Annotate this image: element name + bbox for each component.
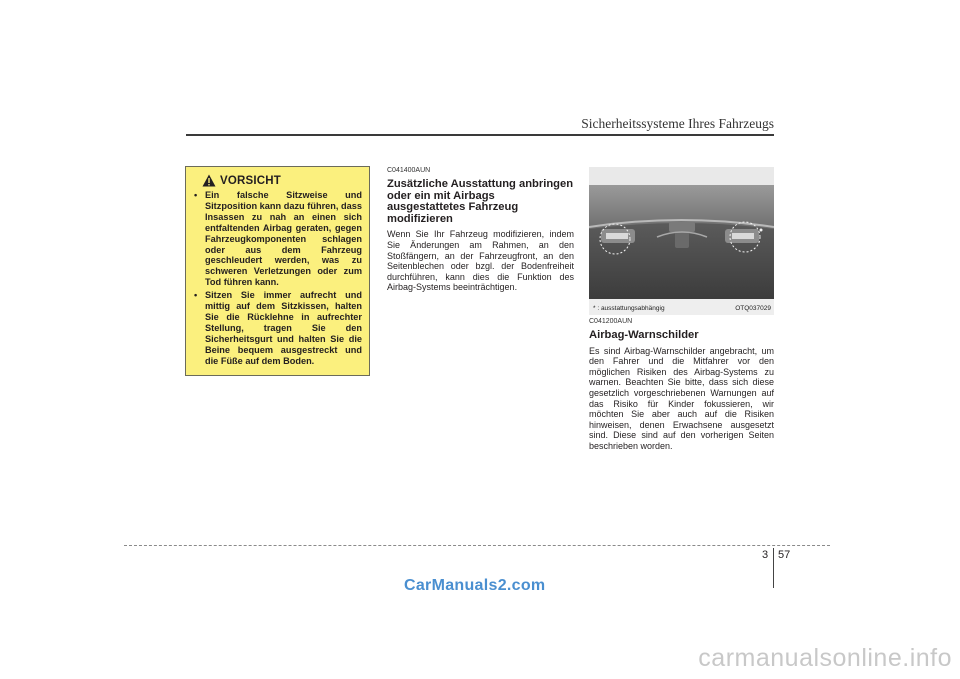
section-code: C041200AUN bbox=[589, 318, 633, 325]
bullet: • bbox=[194, 190, 198, 200]
warning-item-text: Ein falsche Sitzweise und Sitzposition kann dazu führen, dass Insassen zu nah an einen sich entfaltenden Airbag geraten, gegen Fahrzeugkomponenten schlagen oder aus dem Fahrzeug geschleudert werden, was zu schweren Verletzungen oder zum Tod führen kann. bbox=[205, 190, 362, 288]
chapter-number: 3 bbox=[762, 549, 769, 561]
headliner-illustration bbox=[589, 167, 774, 299]
watermark-link[interactable]: CarManuals2.com bbox=[404, 577, 546, 594]
headliner-figure bbox=[589, 167, 774, 315]
footer-rule bbox=[124, 545, 830, 546]
warning-triangle-icon bbox=[202, 174, 216, 187]
section-heading: Airbag-Warnschilder bbox=[589, 329, 699, 341]
warning-header bbox=[202, 174, 362, 187]
section-code: C041400AUN bbox=[387, 167, 431, 174]
page-separator bbox=[773, 548, 774, 588]
section-modifications bbox=[387, 167, 574, 293]
section-body: Es sind Airbag-Warnschilder angebracht, um den Fahrer und die Mitfahrer vor den möglichen Risiken des Airbag-Systems zu warnen. Beachten Sie bitte, dass sich diese gesetzlich vorgeschriebenen Warnungen auf das Risiko für Kinder fokussieren, wir möchten Sie aber auch auf die Risiken hinweisen, denen Erwachsene ausgesetzt sind. Diese sind auf den vorherigen Seiten beschrieben worden. bbox=[589, 345, 774, 451]
page-number: 57 bbox=[778, 549, 791, 561]
section-body: Wenn Sie Ihr Fahrzeug modifizieren, indem Sie Änderungen am Rahmen, an den Stoßfängern, an der Fahrzeugfront, an den Seitenblechen oder bzgl. der Bodenfreiheit durchführen, kann dies die Funktion des Airbag-Systems beeinträchtigen. bbox=[387, 229, 574, 293]
figure-id: OTQ037029 bbox=[735, 305, 771, 312]
section-warning-labels bbox=[589, 318, 774, 452]
figure-footnote: * : ausstattungsabhängig bbox=[593, 305, 665, 312]
running-header: Sicherheitssysteme Ihres Fahrzeugs bbox=[581, 116, 774, 131]
warning-title: VORSICHT bbox=[220, 174, 282, 187]
header-rule bbox=[186, 134, 774, 136]
warning-item-text: Sitzen Sie immer aufrecht und mittig auf dem Sitzkissen, halten Sie die Rücklehne in aufrechter Stellung, tragen Sie den Sicherheitsgurt und halten Sie die Beine bequem ausgestreckt und die Füße auf dem Boden. bbox=[205, 290, 362, 366]
warning-item bbox=[194, 290, 362, 366]
section-heading: Zusätzliche Ausstattung anbringen oder ein mit Airbags ausgestattetes Fahrzeug modifizieren bbox=[387, 178, 574, 225]
watermark-text: carmanualsonline.info bbox=[698, 644, 952, 672]
bullet: • bbox=[194, 290, 198, 301]
warning-item bbox=[194, 190, 362, 288]
warning-box bbox=[185, 166, 370, 376]
